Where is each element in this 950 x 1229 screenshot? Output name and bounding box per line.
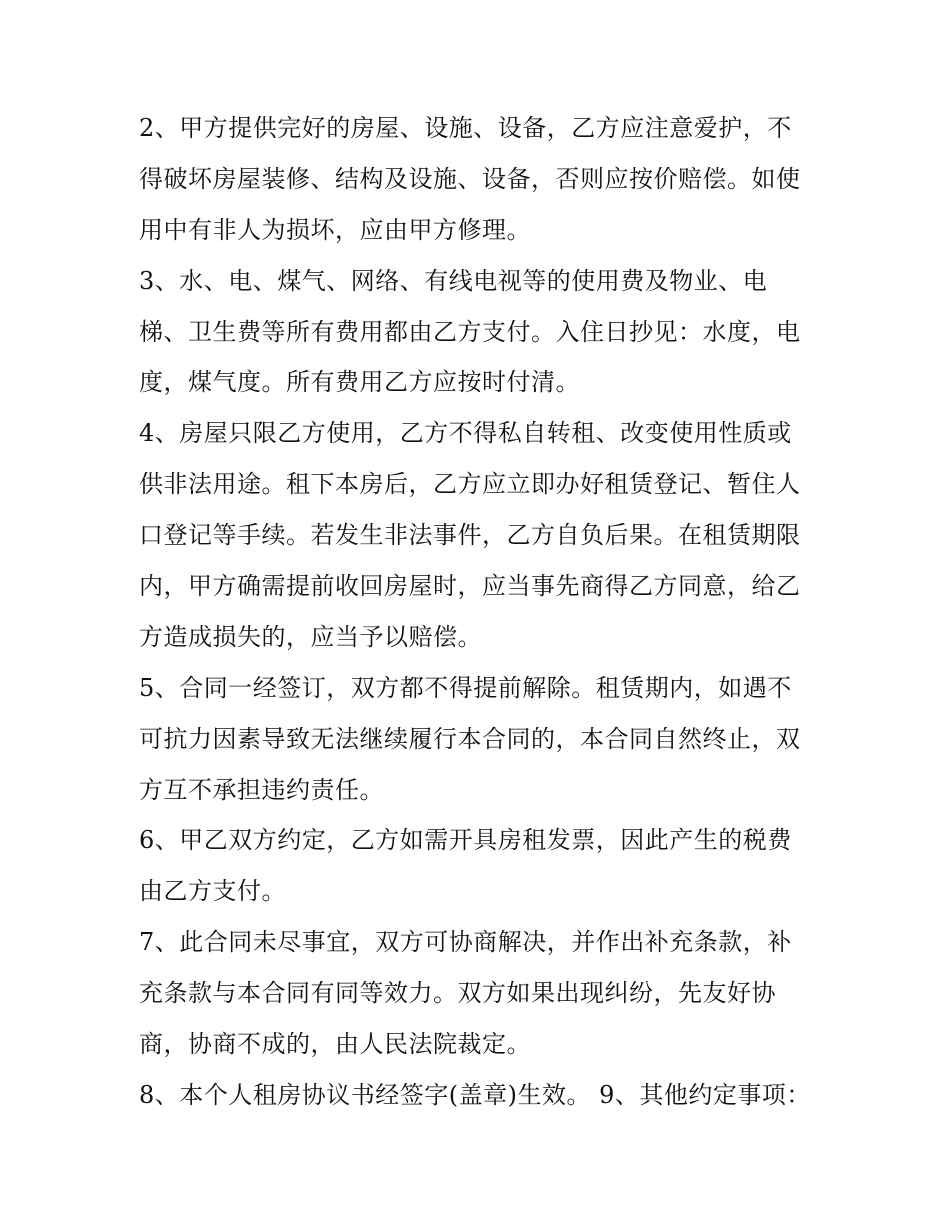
text-line: 5、合同一经签订，双方都不得提前解除。租赁期内，如遇不	[139, 673, 792, 702]
text-line: 方造成损失的，应当予以赔偿。	[139, 622, 482, 651]
text-line: 8、本个人租房协议书经签字(盖章)生效。 9、其他约定事项：	[139, 1080, 811, 1109]
text-line: 7、此合同未尽事宜，双方可协商解决，并作出补充条款，补	[139, 928, 792, 957]
text-line: 用中有非人为损坏，应由甲方修理。	[139, 215, 531, 244]
text-line: 3、水、电、煤气、网络、有线电视等的使用费及物业、电	[139, 266, 768, 295]
text-line: 供非法用途。租下本房后，乙方应立即办好租赁登记、暂住人	[139, 470, 801, 499]
text-line: 得破坏房屋装修、结构及设施、设备，否则应按价赔偿。如使	[139, 164, 801, 193]
text-line: 度，煤气度。所有费用乙方应按时付清。	[139, 368, 580, 397]
text-line: 4、房屋只限乙方使用，乙方不得私自转租、改变使用性质或	[139, 419, 792, 448]
text-line: 梯、卫生费等所有费用都由乙方支付。入住日抄见：水度，电	[139, 317, 801, 346]
text-line: 由乙方支付。	[139, 877, 286, 906]
document-body	[139, 103, 819, 1121]
text-line: 充条款与本合同有同等效力。双方如果出现纠纷，先友好协	[139, 979, 776, 1008]
text-line: 方互不承担违约责任。	[139, 775, 384, 804]
text-line: 口登记等手续。若发生非法事件，乙方自负后果。在租赁期限	[139, 521, 801, 550]
text-line: 内，甲方确需提前收回房屋时，应当事先商得乙方同意，给乙	[139, 572, 801, 601]
text-line: 2、甲方提供完好的房屋、设施、设备，乙方应注意爱护，不	[139, 114, 792, 142]
text-line: 可抗力因素导致无法继续履行本合同的，本合同自然终止，双	[139, 724, 801, 753]
text-line: 商，协商不成的，由人民法院裁定。	[139, 1030, 531, 1059]
text-line: 6、甲乙双方约定，乙方如需开具房租发票，因此产生的税费	[139, 826, 792, 855]
